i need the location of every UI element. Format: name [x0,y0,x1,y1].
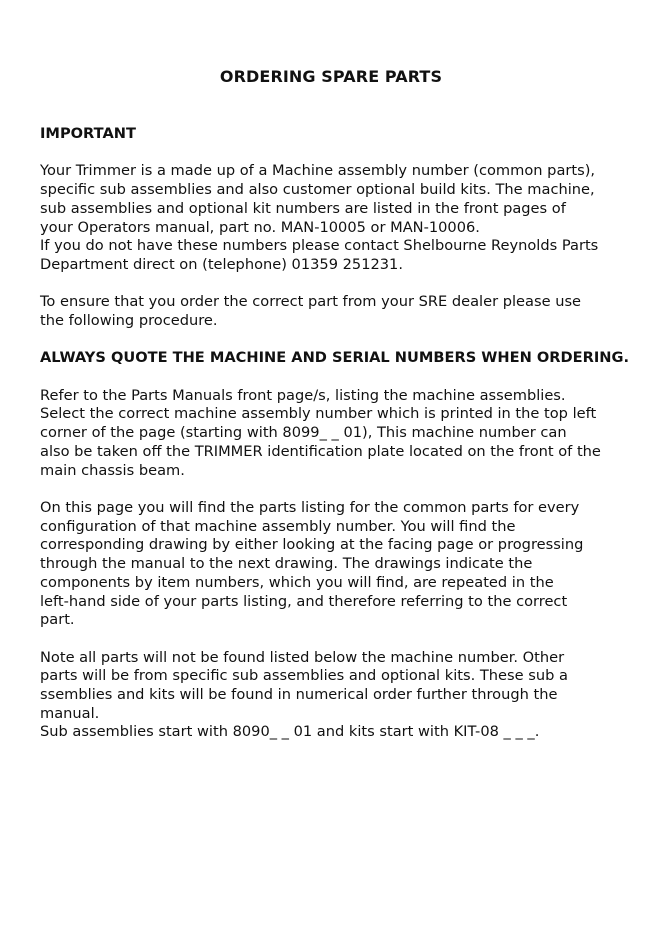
paragraph-parts-listing: On this page you will find the parts listing for the common parts for every configuration of that machine assembly number. You will find the corresponding drawing by either looking at the facing page or progressing through the manual to the next drawing. The drawings indicate the components by item numbers, which you will find, are repeated in the left-hand side of your parts listing, and therefore referring to the correct part. [40,498,584,629]
paragraph-quote-serial-warning: ALWAYS QUOTE THE MACHINE AND SERIAL NUMBERS WHEN ORDERING. [40,349,630,367]
page-title: ORDERING SPARE PARTS [219,67,443,86]
document-body [40,125,640,742]
important-heading: IMPORTANT [40,125,136,142]
paragraph-machine-assembly: Your Trimmer is a made up of a Machine assembly number (common parts), specific sub assemblies and also customer optional build kits. The machine, sub assemblies and optional kit numbers are listed in the front pages of your Operators manual, part no. MAN-10005 or MAN-10006. If you do not have these numbers please contact Shelbourne Reynolds Parts Department direct on (telephone) 01359 251231. [40,162,599,273]
paragraph-procedure-intro: To ensure that you order the correct part from your SRE dealer please use the following procedure. [40,293,582,329]
paragraph-front-pages: Refer to the Parts Manuals front page/s, listing the machine assemblies. Select the correct machine assembly number which is printed in the top left corner of the page (starting with 8099_ _ 01), This machine number can also be taken off the TRIMMER identification plate located on the front of the main chassis beam. [40,386,601,479]
paragraph-sub-assemblies-kits: Note all parts will not be found listed below the machine number. Other parts will be from specific sub assemblies and optional kits. These sub a ssemblies and kits will be found in numerical order further through the manual. Sub assemblies start with 8090_ _ 01 and kits start with KIT-08 _ _ _. [40,648,568,741]
